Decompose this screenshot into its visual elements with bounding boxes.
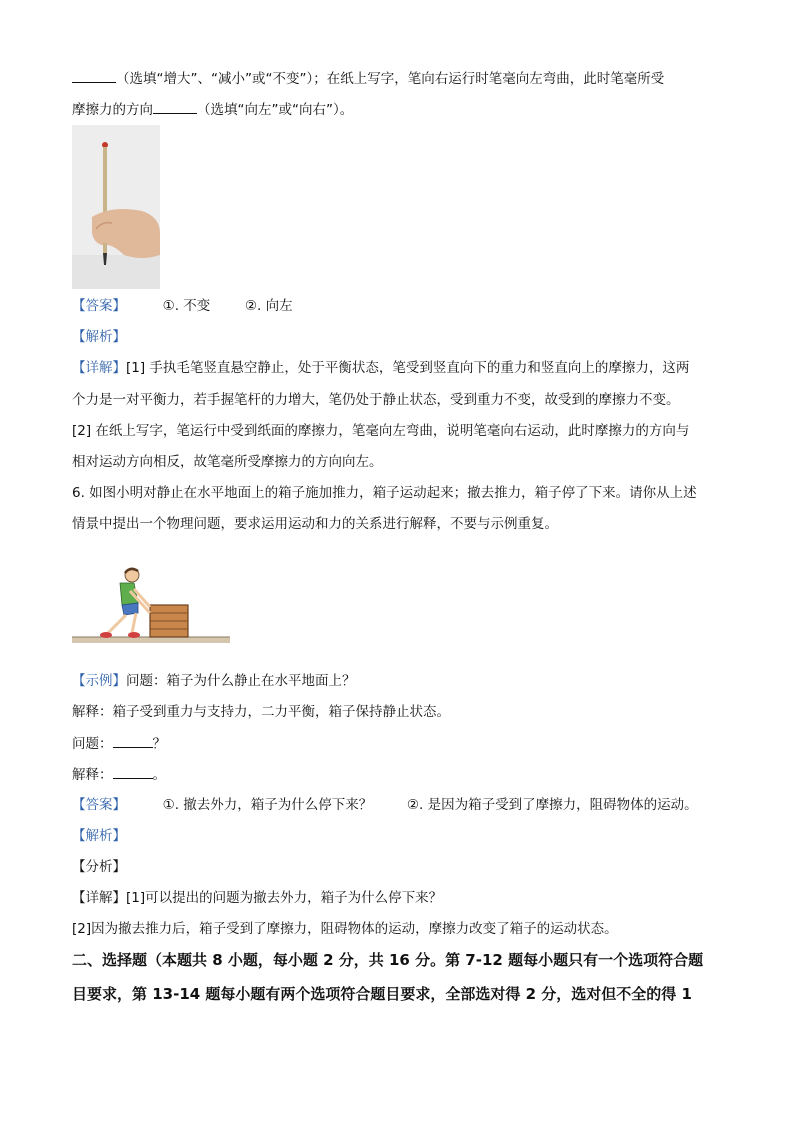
q6-detail-line-2: [2]因为撤去推力后，箱子受到了摩擦力，阻碍物体的运动，摩擦力改变了箱子的运动状态。	[72, 921, 618, 937]
q6-explanation-blank-line: 解释： 。	[72, 764, 166, 785]
answer-blank[interactable]	[113, 733, 153, 748]
brush-hand-photo	[72, 125, 160, 289]
q5-fill-line-2: 摩擦力的方向 （选填“向左”或“向右”）。	[72, 99, 353, 120]
q6-analysis-fenxi: 【分析】	[72, 859, 126, 875]
boy-pushing-box-illustration	[72, 565, 232, 650]
q5-answer: 【答案】 ①. 不变 ②. 向左	[72, 298, 293, 314]
answer-blank[interactable]	[153, 99, 197, 114]
circled-number: ②	[244, 298, 257, 314]
q5-detail-line-4: 相对运动方向相反，故笔毫所受摩擦力的方向向左。	[72, 454, 383, 470]
q6-analysis-heading: 【解析】	[72, 828, 126, 844]
circled-number: ②	[406, 797, 419, 813]
section-2-heading-line-1: 二、选择题（本题共 8 小题，每小题 2 分，共 16 分。第 7-12 题每小题只有一个选项符合题	[72, 951, 704, 969]
q5-analysis-heading: 【解析】	[72, 329, 126, 345]
q6-example-explanation: 解释：箱子受到重力与支持力，二力平衡，箱子保持静止状态。	[72, 704, 450, 720]
q6-example-question: 【示例】问题：箱子为什么静止在水平地面上？	[72, 673, 356, 689]
q5-detail-line-3: [2] 在纸上写字，笔运行中受到纸面的摩擦力，笔毫向左弯曲，说明笔毫向右运动，此时摩擦力的方向与	[72, 423, 690, 439]
q6-question-blank-line: 问题： ？	[72, 733, 166, 754]
q6-stem-line-1: 6. 如图小明对静止在水平地面上的箱子施加推力，箱子运动起来；撤去推力，箱子停了下来。请你从上述	[72, 485, 697, 501]
q5-detail-line-2: 个力是一对平衡力，若手握笔杆的力增大，笔仍处于静止状态，受到重力不变，故受到的摩擦力不变。	[72, 392, 680, 408]
q6-stem-line-2: 情景中提出一个物理问题，要求运用运动和力的关系进行解释，不要与示例重复。	[72, 516, 558, 532]
circled-number: ①	[162, 298, 175, 314]
circled-number: ①	[162, 797, 175, 813]
section-2-heading-line-2: 目要求，第 13-14 题每小题有两个选项符合题目要求，全部选对得 2 分，选对但不全的得 1	[72, 985, 692, 1003]
q5-fill-line-1: （选填“增大”、“减小”或“不变”）；在纸上写字，笔向右运行时笔毫向左弯曲，此时笔毫所受	[72, 68, 664, 89]
answer-blank[interactable]	[113, 764, 153, 779]
answer-blank[interactable]	[72, 68, 116, 83]
q5-detail-line-1: 【详解】[1] 手执毛笔竖直悬空静止，处于平衡状态，笔受到竖直向下的重力和竖直向上的摩擦力，这两	[72, 360, 690, 376]
q6-answer: 【答案】 ①. 撤去外力，箱子为什么停下来？ ②. 是因为箱子受到了摩擦力，阻碍物体的运动。	[72, 797, 698, 813]
q6-detail-line-1: 【详解】[1]可以提出的问题为撤去外力，箱子为什么停下来？	[72, 890, 443, 906]
